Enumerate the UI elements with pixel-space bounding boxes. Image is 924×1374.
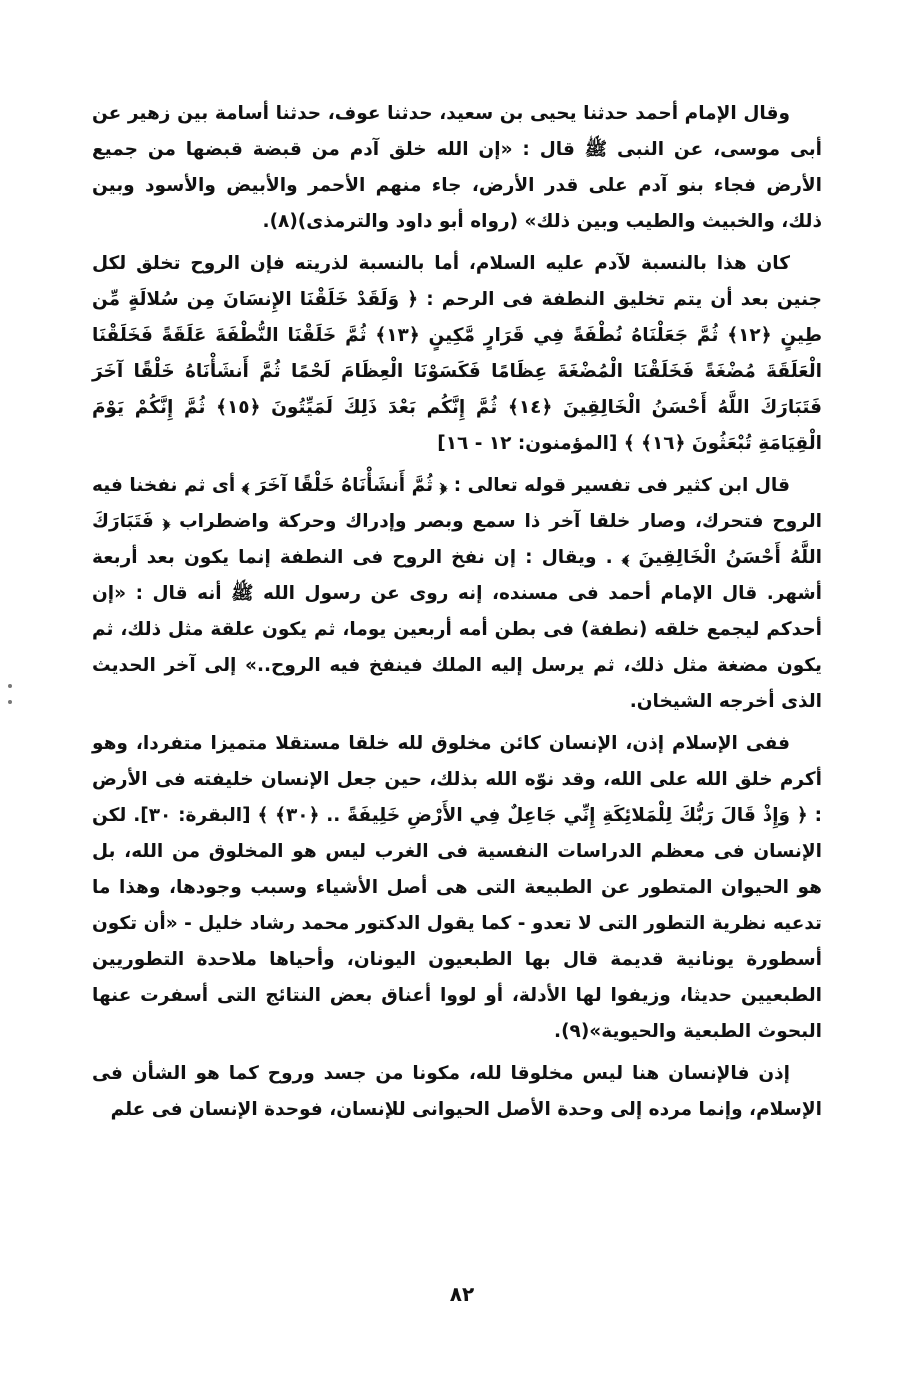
body-text <box>92 96 822 1134</box>
scan-edge-mark <box>8 684 12 688</box>
scan-edge-mark <box>8 700 12 704</box>
paragraph-islam-human: ففى الإسلام إذن، الإنسان كائن مخلوق لله خلقا مستقلا متميزا متفردا، وهو أكرم خلق الله على الله، وقد نوّه الله بذلك، حين جعل الإنسان خليفته فى الأرض : ﴿ وَإِذْ قَالَ رَبُّكَ لِلْمَلائِكَةِ إِنِّي جَاعِلٌ فِي الأَرْضِ خَلِيفَةً .. ﴿٣٠﴾ ﴾ [البقرة: ٣٠]. لكن الإنسان فى معظم الدراسات النفسية فى الغرب ليس هو المخلوق من الله، بل هو الحيوان المتطور عن الطبيعة التى هى أصل الأشياء وسبب وجودها، وهذا ما تدعيه نظرية التطور التى لا تعدو - كما يقول الدكتور محمد رشاد خليل - «أن تكون أسطورة يونانية قديمة قال بها الطبعيون اليونان، وأحياها ملاحدة التطوريين الطبعيين حديثا، وزيفوا لها الأدلة، أو لووا أعناق بعض النتائج التى أسفرت عنها البحوث الطبعية والحيوية»(٩). <box>92 733 822 1042</box>
paragraph-conclusion: إذن فالإنسان هنا ليس مخلوقا لله، مكونا من جسد وروح كما هو الشأن فى الإسلام، وإنما مرده إلى وحدة الأصل الحيوانى للإنسان، فوحدة الإنسان فى علم <box>92 1063 822 1120</box>
paragraph-quran-creation: كان هذا بالنسبة لآدم عليه السلام، أما بالنسبة لذريته فإن الروح تخلق لكل جنين بعد أن يتم تخليق النطفة فى الرحم : ﴿ وَلَقَدْ خَلَقْنَا الإِنسَانَ مِن سُلالَةٍ مِّن طِينٍ ﴿١٢﴾ ثُمَّ جَعَلْنَاهُ نُطْفَةً فِي قَرَارٍ مَّكِينٍ ﴿١٣﴾ ثُمَّ خَلَقْنَا النُّطْفَةَ عَلَقَةً فَخَلَقْنَا الْعَلَقَةَ مُضْغَةً فَخَلَقْنَا الْمُضْغَةَ عِظَامًا فَكَسَوْنَا الْعِظَامَ لَحْمًا ثُمَّ أَنشَأْنَاهُ خَلْقًا آخَرَ فَتَبَارَكَ اللَّهُ أَحْسَنُ الْخَالِقِينَ ﴿١٤﴾ ثُمَّ إِنَّكُم بَعْدَ ذَلِكَ لَمَيِّتُونَ ﴿١٥﴾ ثُمَّ إِنَّكُمْ يَوْمَ الْقِيَامَةِ تُبْعَثُونَ ﴿١٦﴾ ﴾ [المؤمنون: ١٢ - ١٦] <box>92 253 823 454</box>
page-number: ٨٢ <box>449 1282 475 1306</box>
paragraph-hadith-adam: وقال الإمام أحمد حدثنا يحيى بن سعيد، حدثنا عوف، حدثنا أسامة بين زهير عن أبى موسى، عن النبى ﷺ قال : «إن الله خلق آدم من قبضة قبضها من جميع الأرض فجاء بنو آدم على قدر الأرض، جاء منهم الأحمر والأبيض والأسود وبين ذلك، والخبيث والطيب وبين ذلك» (رواه أبو داود والترمذى)(٨). <box>92 103 822 232</box>
paragraph-ibn-kathir: قال ابن كثير فى تفسير قوله تعالى : ﴿ ثُمَّ أَنشَأْنَاهُ خَلْقًا آخَرَ ﴾ أى ثم نفخنا فيه الروح فتحرك، وصار خلقا آخر ذا سمع وبصر وإدراك وحركة واضطراب ﴿ فَتَبَارَكَ اللَّهُ أَحْسَنُ الْخَالِقِينَ ﴾ . ويقال : إن نفخ الروح فى النطفة إنما يكون بعد أربعة أشهر. قال الإمام أحمد فى مسنده، إنه روى عن رسول الله ﷺ أنه قال : «إن أحدكم ليجمع خلقه (نطفة) فى بطن أمه أربعين يوما، ثم يكون علقة مثل ذلك، ثم يكون مضغة مثل ذلك، ثم يرسل إليه الملك فينفخ فيه الروح..» إلى آخر الحديث الذى أخرجه الشيخان. <box>92 475 822 712</box>
